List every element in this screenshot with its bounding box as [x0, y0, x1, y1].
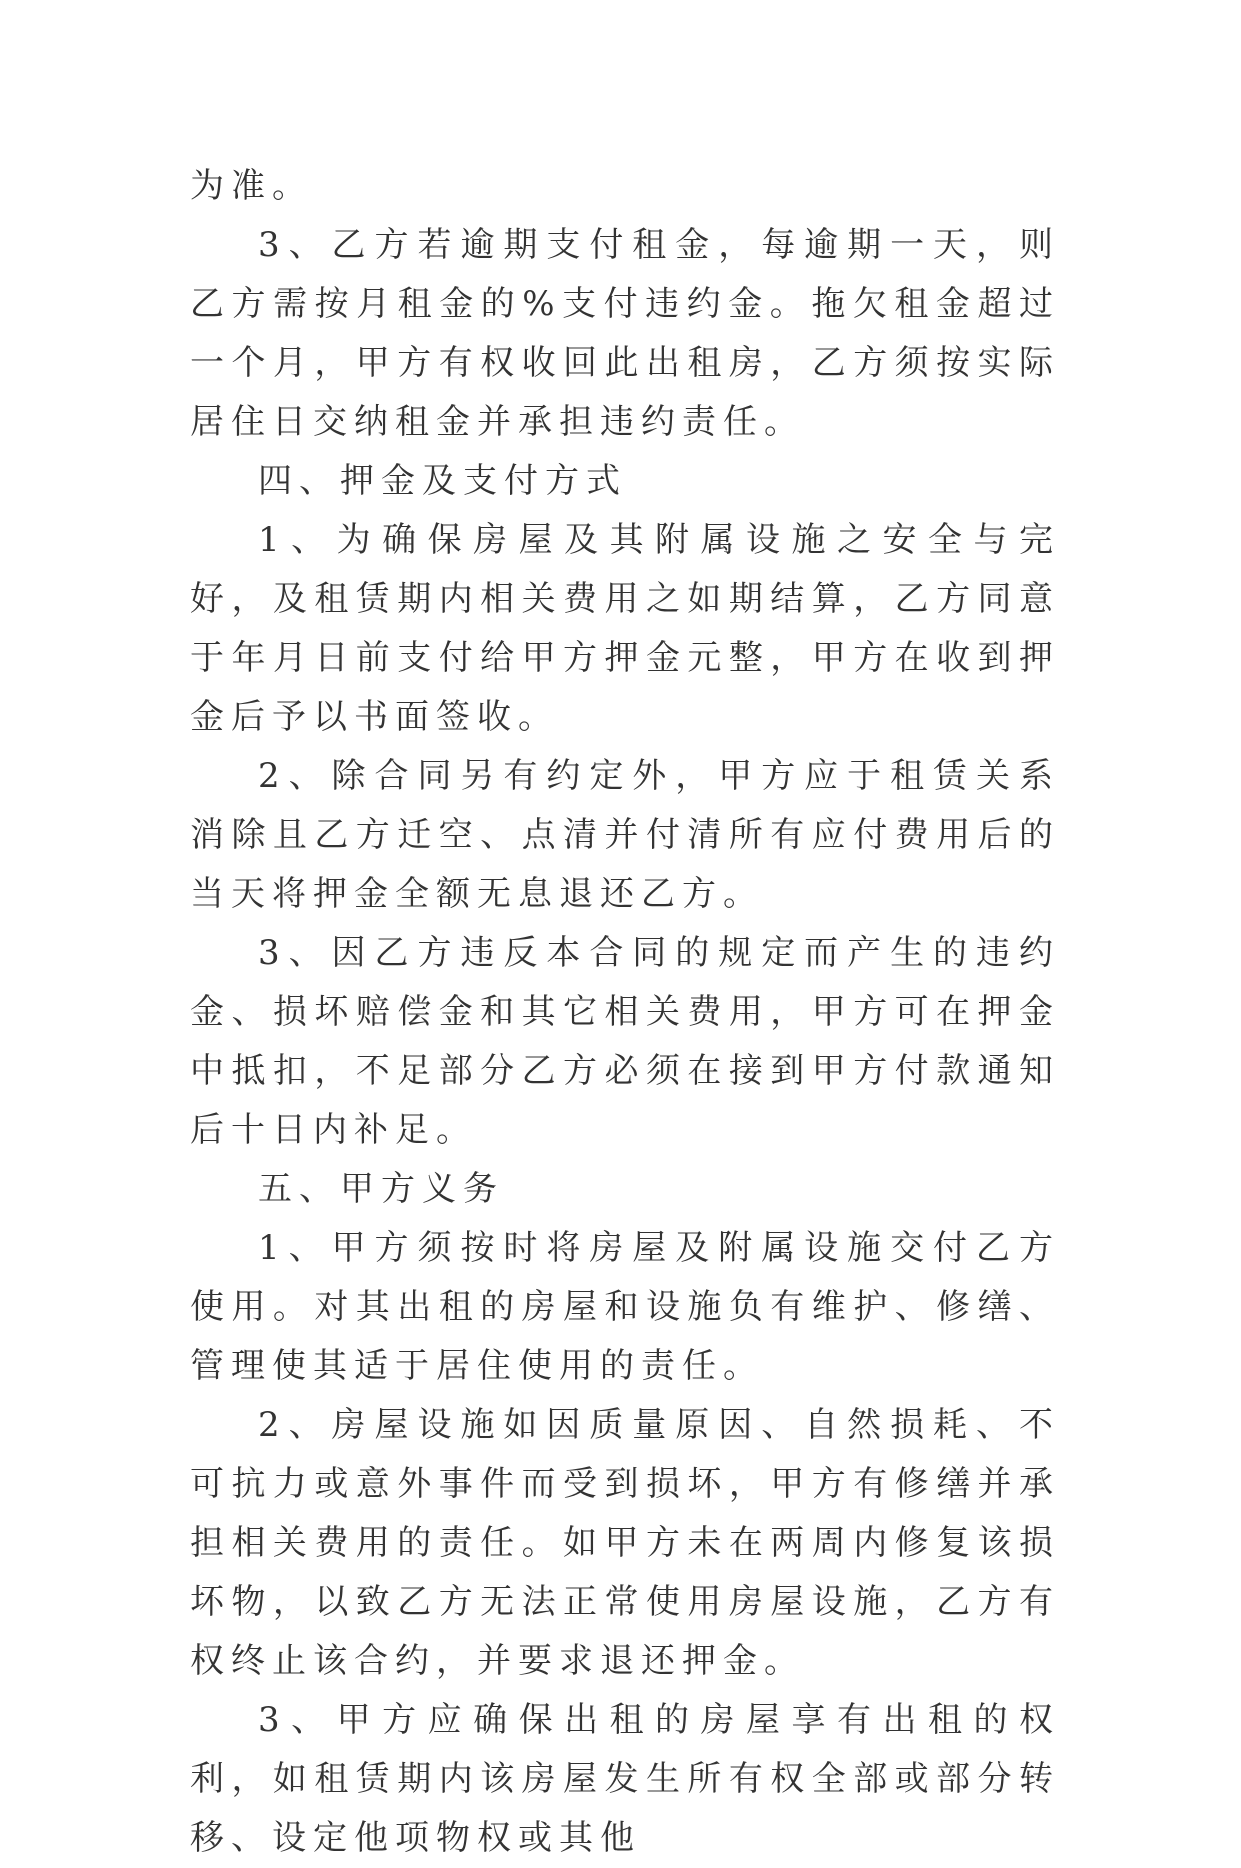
section-heading-party-a-obligations: 五、甲方义务	[258, 1169, 504, 1209]
paragraph-rental-rights: 3、甲方应确保出租的房屋享有出租的权利，如租赁期内该房屋发生所有权全部或部分转移、设定他项物权或其他	[190, 1700, 1060, 1858]
paragraph-deposit-deduction: 3、因乙方违反本合同的规定而产生的违约金、损坏赔偿金和其它相关费用，甲方可在押金中抵扣，不足部分乙方必须在接到甲方付款通知后十日内补足。	[190, 933, 1060, 1150]
paragraph-continuation: 为准。	[190, 166, 313, 206]
paragraph-deposit-refund: 2、除合同另有约定外，甲方应于租赁关系消除且乙方迁空、点清并付清所有应付费用后的当天将押金全额无息退还乙方。	[190, 756, 1060, 914]
document-body	[190, 157, 1060, 1868]
paragraph-delivery-maintenance: 1、甲方须按时将房屋及附属设施交付乙方使用。对其出租的房屋和设施负有维护、修缮、管理使其适于居住使用的责任。	[190, 1228, 1060, 1386]
paragraph-deposit-payment: 1、为确保房屋及其附属设施之安全与完好，及租赁期内相关费用之如期结算，乙方同意于年月日前支付给甲方押金元整，甲方在收到押金后予以书面签收。	[190, 520, 1060, 737]
paragraph-repair-responsibility: 2、房屋设施如因质量原因、自然损耗、不可抗力或意外事件而受到损坏，甲方有修缮并承担相关费用的责任。如甲方未在两周内修复该损坏物，以致乙方无法正常使用房屋设施，乙方有权终止该合约，并要求退还押金。	[190, 1405, 1060, 1681]
paragraph-late-rent-penalty: 3、乙方若逾期支付租金，每逾期一天，则乙方需按月租金的%支付违约金。拖欠租金超过一个月，甲方有权收回此出租房，乙方须按实际居住日交纳租金并承担违约责任。	[190, 225, 1060, 442]
section-heading-deposit: 四、押金及支付方式	[258, 461, 627, 501]
